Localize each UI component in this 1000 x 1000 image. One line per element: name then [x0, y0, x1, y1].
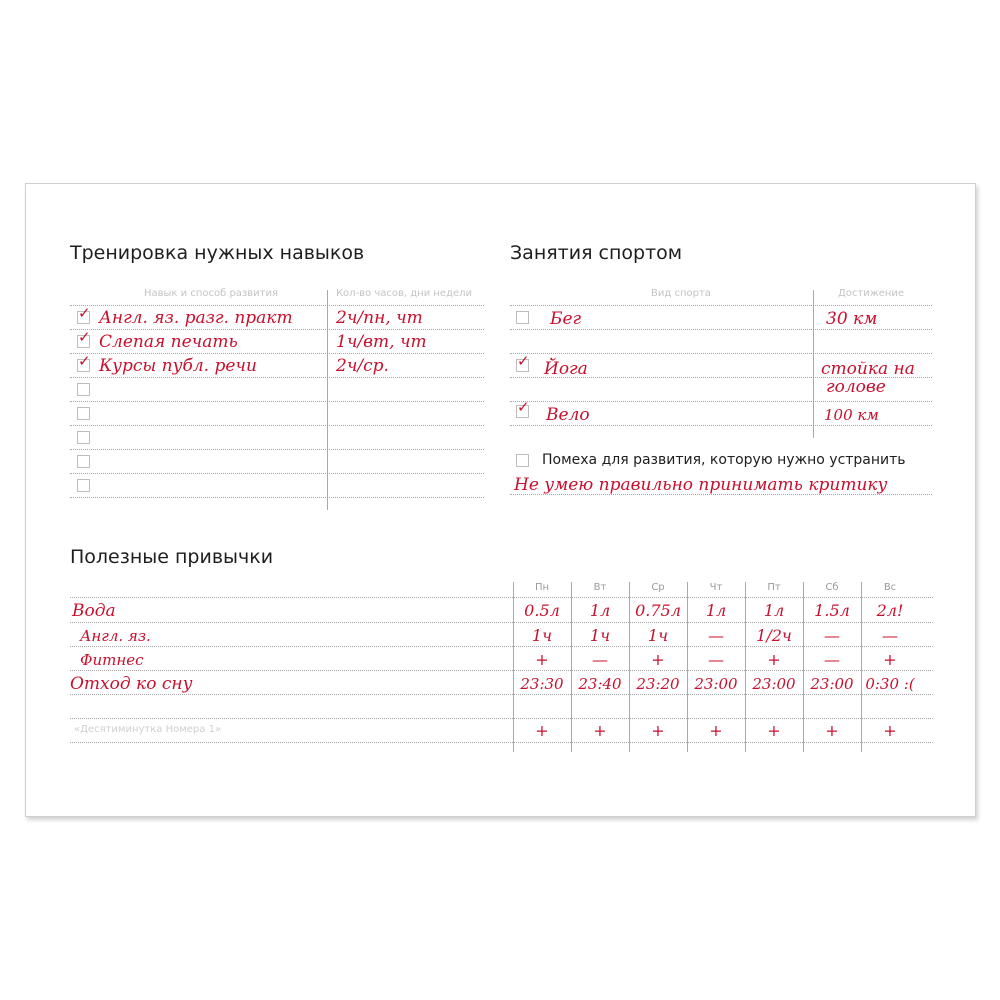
rule-line — [70, 377, 484, 378]
skill-hours[interactable]: 2ч/ср. — [336, 356, 389, 376]
habit-cell[interactable]: 1л — [705, 601, 727, 620]
habit-cell[interactable]: + — [535, 650, 549, 669]
habit-name[interactable]: Англ. яз. — [80, 627, 151, 645]
habit-cell[interactable]: 1/2ч — [756, 626, 792, 645]
habit-cell[interactable]: — — [708, 626, 724, 645]
sport-result[interactable]: стойка на — [821, 359, 915, 379]
planner-page — [25, 183, 976, 817]
checkmark-icon: ✓ — [78, 328, 91, 346]
skill-checkbox[interactable] — [77, 455, 90, 468]
sport-text[interactable]: Бег — [550, 309, 582, 329]
day-header: Вт — [593, 582, 607, 593]
habit-cell[interactable]: 1л — [589, 601, 611, 620]
habit-cell[interactable]: + — [883, 721, 897, 740]
skills-column-divider — [327, 290, 328, 510]
skill-checkbox[interactable] — [77, 407, 90, 420]
habit-cell[interactable]: — — [708, 650, 724, 669]
day-header: Пт — [767, 582, 781, 593]
sport-text[interactable]: Йога — [544, 359, 588, 379]
habit-cell[interactable]: — — [824, 650, 840, 669]
skill-checkbox[interactable] — [77, 383, 90, 396]
obstacle-text[interactable]: Не умею правильно принимать критику — [514, 475, 888, 495]
skill-text[interactable]: Слепая печать — [99, 332, 238, 352]
habits-title: Полезные привычки — [70, 546, 274, 568]
rule-line — [70, 449, 484, 450]
rule-line — [70, 597, 933, 598]
skill-checkbox[interactable] — [77, 328, 91, 348]
sport-result[interactable]: 100 км — [824, 406, 879, 424]
sport-result-line2[interactable]: голове — [826, 377, 886, 397]
sport-title: Занятия спортом — [510, 242, 683, 264]
habit-cell[interactable]: 1л — [763, 601, 785, 620]
rule-line — [70, 305, 484, 306]
rule-line — [70, 622, 933, 623]
checkmark-icon: ✓ — [78, 352, 91, 370]
sport-col-sport-header: Вид спорта — [651, 288, 711, 299]
habit-cell[interactable]: + — [883, 650, 897, 669]
skill-checkbox[interactable] — [77, 304, 91, 324]
skills-title: Тренировка нужных навыков — [70, 242, 365, 264]
habit-cell[interactable]: 23:00 — [694, 675, 738, 693]
habit-name[interactable]: Вода — [72, 601, 116, 621]
habit-cell[interactable]: — — [592, 650, 608, 669]
rule-line — [510, 329, 932, 330]
habit-cell[interactable]: 0.75л — [635, 601, 681, 620]
skill-checkbox[interactable] — [77, 431, 90, 444]
skill-text[interactable]: Курсы публ. речи — [99, 356, 257, 376]
habit-cell[interactable]: 2л! — [876, 601, 904, 620]
rule-line — [70, 694, 933, 695]
skills-col-skill-header: Навык и способ развития — [144, 288, 278, 299]
habit-cell[interactable]: + — [651, 650, 665, 669]
checkmark-icon: ✓ — [78, 304, 91, 322]
habit-name[interactable]: Отход ко сну — [70, 674, 193, 694]
rule-line — [510, 305, 932, 306]
habit-cell[interactable]: 23:40 — [578, 675, 622, 693]
habit-cell[interactable]: + — [651, 721, 665, 740]
habit-name[interactable]: Фитнес — [80, 651, 144, 669]
habit-cell[interactable]: + — [593, 721, 607, 740]
habit-cell[interactable]: + — [709, 721, 723, 740]
sport-col-result-header: Достижение — [837, 288, 905, 299]
skills-col-hours-header: Кол-во часов, дни недели — [335, 288, 473, 299]
habit-cell[interactable]: 1ч — [531, 626, 553, 645]
habit-cell[interactable]: 23:30 — [520, 675, 564, 693]
rule-line — [70, 718, 933, 719]
rule-line — [510, 353, 932, 354]
rule-line — [510, 377, 932, 378]
habit-cell[interactable]: + — [535, 721, 549, 740]
sport-checkbox[interactable] — [516, 398, 530, 418]
rule-line — [510, 425, 932, 426]
skill-checkbox[interactable] — [77, 479, 90, 492]
habit-cell[interactable]: + — [825, 721, 839, 740]
rule-line — [70, 497, 484, 498]
habit-cell[interactable]: 0.5л — [524, 601, 560, 620]
habit-cell[interactable]: 1ч — [647, 626, 669, 645]
day-header: Ср — [651, 582, 665, 593]
habit-cell[interactable]: + — [767, 721, 781, 740]
habit-cell[interactable]: — — [882, 626, 898, 645]
day-header: Чт — [709, 582, 723, 593]
habit-cell[interactable]: 0:30 :( — [865, 675, 915, 693]
sport-result[interactable]: 30 км — [826, 309, 878, 329]
skill-hours[interactable]: 1ч/вт, чт — [336, 332, 427, 352]
checkmark-icon: ✓ — [517, 398, 530, 416]
sport-text[interactable]: Вело — [546, 405, 590, 425]
day-header: Сб — [825, 582, 839, 593]
habit-cell[interactable]: 23:00 — [752, 675, 796, 693]
sport-checkbox[interactable] — [516, 311, 529, 324]
obstacle-label: Помеха для развития, которую нужно устранить — [542, 452, 906, 468]
rule-line — [70, 401, 484, 402]
skill-hours[interactable]: 2ч/пн, чт — [336, 308, 423, 328]
habit-cell[interactable]: + — [767, 650, 781, 669]
rule-line — [70, 670, 933, 671]
habit-cell[interactable]: 1.5л — [814, 601, 850, 620]
day-header: Вс — [883, 582, 897, 593]
habit-cell[interactable]: — — [824, 626, 840, 645]
day-header: Пн — [534, 582, 550, 593]
rule-line — [70, 473, 484, 474]
rule-line — [510, 401, 932, 402]
checkmark-icon: ✓ — [517, 352, 530, 370]
habit-cell[interactable]: 23:00 — [810, 675, 854, 693]
rule-line — [70, 742, 933, 743]
sport-checkbox[interactable] — [516, 352, 530, 372]
skill-text[interactable]: Англ. яз. разг. практ — [99, 308, 293, 328]
habit-cell[interactable]: 1ч — [589, 626, 611, 645]
obstacle-checkbox[interactable] — [516, 454, 529, 467]
footer-label: «Десятиминутка Номера 1» — [74, 724, 222, 735]
rule-line — [70, 353, 484, 354]
rule-line — [510, 494, 932, 495]
habit-cell[interactable]: 23:20 — [636, 675, 680, 693]
sport-column-divider — [813, 290, 814, 438]
rule-line — [70, 646, 933, 647]
rule-line — [70, 329, 484, 330]
skill-checkbox[interactable] — [77, 352, 91, 372]
rule-line — [70, 425, 484, 426]
